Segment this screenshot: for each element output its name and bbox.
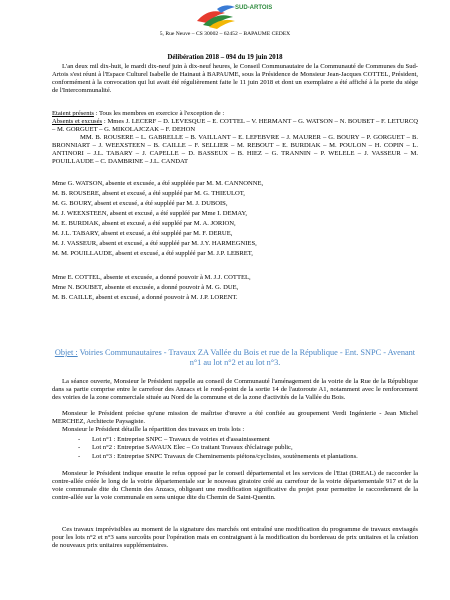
bullet-icon: -	[78, 453, 81, 460]
body-paragraph-3: Monsieur le Président détaille la répartition des travaux en trois lots :	[62, 426, 245, 433]
present-line	[52, 110, 224, 118]
present-text: : Tous les membres en exercice à l'exception de :	[93, 110, 225, 117]
substitution-line: M. B. ROUSERE, absent et excusé, a été suppléé par M. G. THIEULOT,	[52, 190, 245, 197]
objet-heading	[52, 348, 418, 368]
substitution-line: M. J.L. TABARY, absent et excusé, a été suppléé par M. F. DERUE,	[52, 230, 233, 237]
lot-item: Lot n°2 : Entreprise SAVAUX Elec – Co traitant Travaux d'éclairage public,	[92, 444, 293, 451]
absent-text: : Mmes J. LECERF – D. LEVESQUE – E. COTTEL – V. HERMANT – G. WATSON – N. BOUBET – F. LETURCQ – M. GORGUET – G. MIKOLAJCZAK – F. DEHON	[52, 118, 418, 133]
objet-text: Voiries Communautaires - Travaux ZA Vallée du Bois et rue de la République - Ent. SNPC - Avenant n°1 au lot n°2 et au lot n°3.	[77, 348, 416, 367]
substitution-line: M. M. POUILLAUDE, absent et excusé, a été suppléé par M. J.P. LEBRET,	[52, 250, 253, 257]
address-line: 5, Rue Neuve – CS 30002 – 62452 – BAPAUME CEDEX	[159, 31, 291, 37]
absent-paragraph	[52, 118, 418, 134]
proxy-line: Mme E. COTTEL, absente et excusée, a donné pouvoir à M. J.J. COTTEL,	[52, 274, 251, 281]
body-paragraph-2: Monsieur le Président précise qu'une mission de maîtrise d'œuvre a été confiée au groupement Verdi Ingénierie - Jean Michel MERCHEZ, Architecte Paysagiste.	[52, 410, 418, 425]
lot-item: Lot n°3 : Entreprise SNPC Travaux de Cheminements piétons/cyclistes, soutènements et plantations.	[92, 453, 358, 460]
lot-item: Lot n°1 : Entreprise SNPC – Travaux de voiries et d'assainissement	[92, 436, 270, 443]
intro-paragraph: L'an deux mil dix-huit, le mardi dix-neuf juin à dix-neuf heures, le Conseil Communautaire de la Communauté de Communes du Sud-Artois s'est réuni à l'Espace Culturel Isabelle de Hainaut à BAPAUME, sous la Présidence de Monsieur Jean-Jacques COTTEL, Président, conformément à la convocation qui lui avait été régulièrement faite le 11 juin 2018 et dont un exemplaire a été affiché à la porte du siège de l'Intercommunalité.	[52, 63, 418, 94]
bullet-icon: -	[78, 436, 81, 443]
body-paragraph-4: Monsieur le Président indique ensuite le refus opposé par le conseil départemental et les services de l'Etat (DREAL) de raccorder la contre-allée créée le long de la voirie départementale sur le nouveau giratoire créé au carrefour de la voirie départementale 917 et de la voie communale dite du Chemin des Anzacs, obligeant une modification significative du projet pour permettre le raccordement de la contre-allée sur la voie communale en sens unique dite du Chemin de Saint-Quentin.	[52, 470, 418, 501]
substitution-line: M. E. BURDIAK, absent et excusé, a été suppléé par M. A. JORION,	[52, 220, 236, 227]
objet-label: Objet :	[54, 348, 78, 357]
body-paragraph-1: La séance ouverte, Monsieur le Président rappelle au conseil de Communauté l'aménagement de la voirie de la Rue de la République dans sa partie comprise entre le carrefour des Anzacs et le rond-point de la sortie 14 de l'autoroute A1, notamment avec le renforcement des voiries de la zone commerciale située au Nord de la commune et de la zone d'activités de la Vallée du Bois.	[52, 378, 418, 401]
absent-men-paragraph: MM. B. ROUSERE – L. GABRELLE – B. VAILLANT – E. LEFEBVRE – J. MAURER – G. BOURY – P. GORGUET – B. BRONNIART – J. WEEXSTEEN – B. CAILLE – F. SELLIER – M. REBOUT – E. BURDIAK – M. POULON – H. COPIN – L. ANTINORI – J.L. TABARY – J. CAPELLE – D. BASSEUX – B. HIEZ – G. TRANNIN – P. WELELE – J. VASSEUR – M. POUILLAUDE – C. DAMBRINE – J.L. CANDAT	[52, 134, 418, 165]
sud-artois-logo	[195, 3, 275, 29]
proxy-line: Mme N. BOUBET, absente et excusée, a donné pouvoir à M. G. DUE,	[52, 284, 239, 291]
bullet-icon: -	[78, 444, 81, 451]
proxy-line: M. B. CAILLE, absent et excusé, a donné pouvoir à M. J.P. LORENT.	[52, 294, 238, 301]
substitution-line: M. J. WEEXSTEEN, absent et excusé, a été suppléé par Mme I. DEMAY,	[52, 210, 248, 217]
body-paragraph-5: Ces travaux imprévisibles au moment de la signature des marchés ont entraîné une modification du programme de travaux envisagés pour les lots n°2 et n°3 sans surcoûts pour l'opération mais en contraignant à la modification du bordereau de prix unitaires et la création de nouveaux prix unitaires supplémentaires.	[52, 526, 418, 549]
deliberation-title: Délibération 2018 – 094 du 19 juin 2018	[167, 54, 283, 61]
substitution-line: Mme G. WATSON, absente et excusée, a été suppléée par M. M. CANNONNE,	[52, 180, 264, 187]
present-label: Etaient présents	[52, 110, 94, 117]
logo-text: SUD-ARTOIS	[235, 5, 273, 11]
substitution-line: M. J. VASSEUR, absent et excusé, a été suppléé par M. J.Y. HARMEGNIES,	[52, 240, 257, 247]
substitution-line: M. G. BOURY, absent et excusé, a été suppléé par M. J. DUBOIS,	[52, 200, 228, 207]
absent-label: Absents et excusés	[52, 118, 103, 125]
